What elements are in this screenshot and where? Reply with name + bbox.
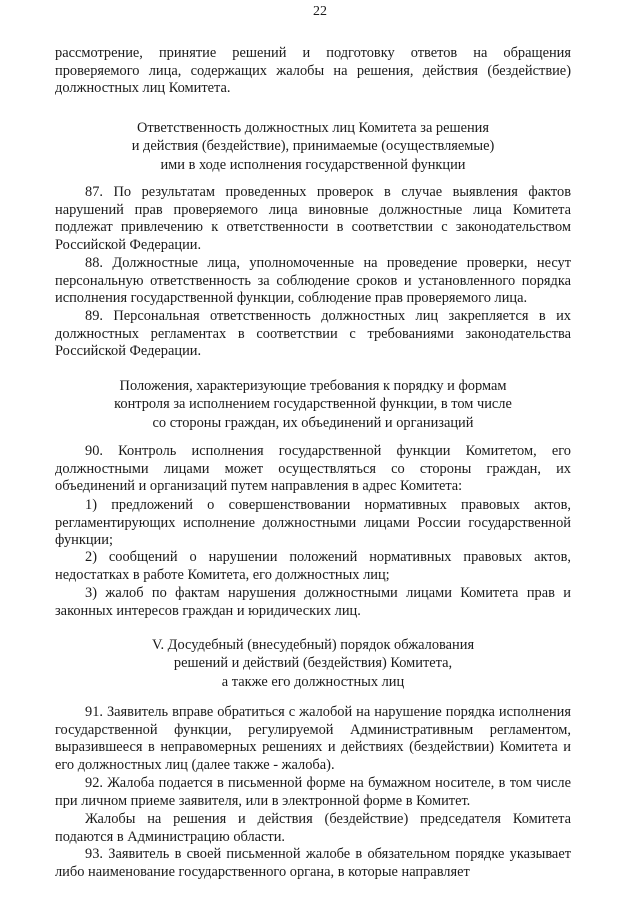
paragraph: 87. По результатам проведенных проверок в случае выявления фактов нарушений прав проверяемого лица виновные должностные лица Комитета подлежат привлечению к ответственности в соответствии с законодательством Российской Федерации.	[55, 184, 571, 253]
paragraph: 93. Заявитель в своей письменной жалобе в обязательном порядке указывает либо наименование государственного органа, в которые направляет	[55, 846, 571, 880]
paragraph: 91. Заявитель вправе обратиться с жалобой на нарушение порядка исполнения государственной функции, регулируемой Административным регламентом, выразившееся в неправомерных решениях и действиях (бездействии) Комитета и его должностных лиц (далее также - жалоба).	[55, 704, 571, 773]
section-heading-line: контроля за исполнением государственной функции, в том числе	[114, 396, 512, 413]
section-heading	[55, 377, 571, 432]
paragraph: 3) жалоб по фактам нарушения должностными лицами Комитета прав и законных интересов граждан и юридических лиц.	[55, 585, 571, 619]
section-heading-line: V. Досудебный (внесудебный) порядок обжалования	[151, 637, 475, 653]
section-heading-line: и действия (бездействие), принимаемые (осуществляемые)	[131, 138, 495, 155]
section-heading-line: Положения, характеризующие требования к порядку и формам	[119, 378, 507, 394]
paragraph: 92. Жалоба подается в письменной форме на бумажном носителе, в том числе при личном приеме заявителя, или в электронной форме в Комитет.	[55, 775, 571, 809]
paragraph: 90. Контроль исполнения государственной функции Комитетом, его должностными лицами может осуществляться со стороны граждан, их объединений и организаций путем направления в адрес Комитета:	[55, 443, 571, 495]
paragraph: 89. Персональная ответственность должностных лиц закрепляется в их должностных регламентах в соответствии с требованиями законодательства Российской Федерации.	[55, 308, 571, 360]
section-heading-line: Ответственность должностных лиц Комитета за решения	[136, 120, 489, 136]
section-heading-line: решений и действий (бездействия) Комитета,	[173, 655, 453, 672]
paragraph: 1) предложений о совершенствовании нормативных правовых актов, регламентирующих исполнение должностными лицами России государственной функции;	[55, 497, 571, 549]
paragraph: рассмотрение, принятие решений и подготовку ответов на обращения проверяемого лица, содержащих жалобы на решения, действия (бездействие) должностных лиц Комитета.	[55, 45, 571, 97]
section-heading-line: ими в ходе исполнения государственной функции	[160, 156, 466, 173]
paragraph: 2) сообщений о нарушении положений нормативных правовых актов, недостатках в работе Комитета, его должностных лиц;	[55, 549, 571, 583]
paragraph: Жалобы на решения и действия (бездействие) председателя Комитета подаются в Администрацию области.	[55, 811, 571, 845]
section-heading-line: со стороны граждан, их объединений и организаций	[152, 414, 474, 431]
section-heading	[55, 636, 571, 691]
section-heading-line: а также его должностных лиц	[221, 673, 405, 690]
section-heading	[55, 119, 571, 174]
page-number: 22	[313, 4, 327, 19]
paragraph: 88. Должностные лица, уполномоченные на проведение проверки, несут персональную ответственность за соблюдение сроков и установленного порядка исполнения государственной функции, соблюдение прав проверяемого лица.	[55, 255, 571, 307]
